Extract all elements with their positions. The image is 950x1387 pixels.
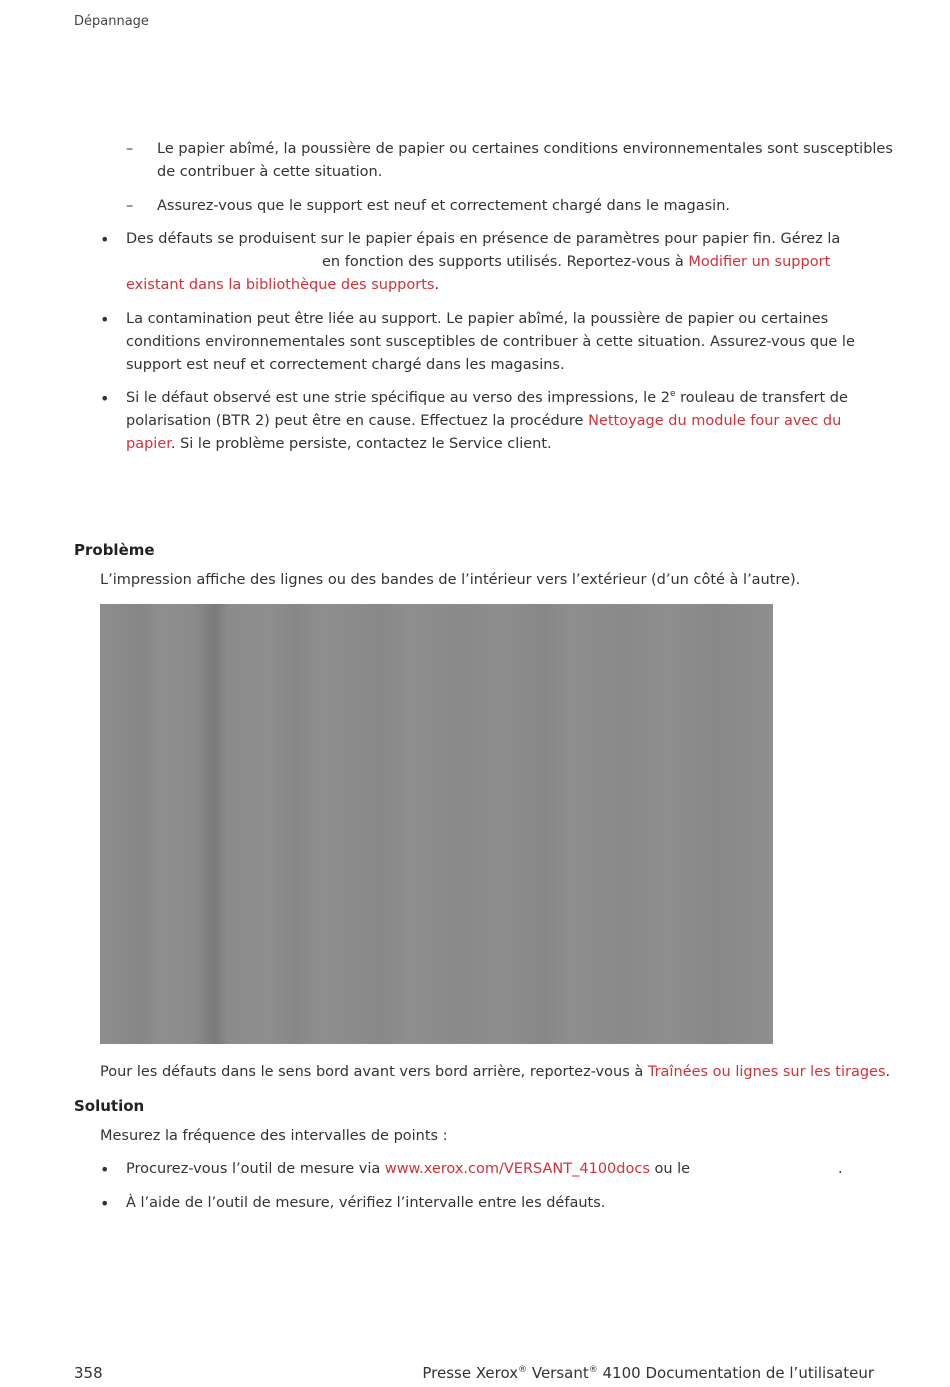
bullet-marker: • [100,389,110,408]
bullet-marker: • [100,230,110,249]
solution-item-1-end: . [838,1161,843,1177]
bullet-marker: • [100,1194,110,1213]
bullet-3-text-d: . Si le problème persiste, contactez le Service client. [170,436,552,452]
bullet-3-text-c: polarisation (BTR 2) peut être en cause. Effectuez la procédure [126,413,589,429]
solution-item-1-text: Procurez-vous l’outil de mesure via [126,1161,385,1177]
registered-mark: ® [518,1365,528,1375]
doc-title-b: Versant [527,1364,589,1382]
bullet-2-line-1: La contamination peut être liée au support. Le papier abîmé, la poussière de papier ou certaines [126,311,829,327]
bullet-1-line-3 [126,274,439,297]
xerox-docs-link[interactable]: www.xerox.com/VERSANT_4100docs [384,1161,650,1177]
registered-mark: ® [588,1365,598,1375]
solution-item-1 [126,1158,690,1181]
problem-reference [100,1061,890,1084]
modify-media-link-cont[interactable]: existant dans la bibliothèque des supports [126,277,435,293]
page-number: 358 [74,1364,103,1382]
bullet-3-line-1 [126,387,848,410]
doc-title-c: 4100 Documentation de l’utilisateur [597,1364,874,1382]
streaks-lines-link[interactable]: Traînées ou lignes sur les tirages [647,1064,886,1080]
bullet-1-line-1: Des défauts se produisent sur le papier épais en présence de paramètres pour papier fin. Gérez la [126,231,841,247]
modify-media-link[interactable]: Modifier un support [688,254,831,270]
bullet-1-period: . [434,277,440,293]
dash-marker: – [126,198,134,214]
solution-item-2: À l’aide de l’outil de mesure, vérifiez l’intervalle entre les défauts. [126,1195,606,1211]
bullet-3-text-a: Si le défaut observé est une strie spécifique au verso des impressions, le 2 [126,390,670,406]
bullet-marker: • [100,1160,110,1179]
bullet-3-line-3 [126,433,552,456]
dash-marker: – [126,141,134,157]
bullet-1-line-2 [322,251,830,274]
fuser-cleaning-link-cont[interactable]: papier [126,436,171,452]
problem-description: L’impression affiche des lignes ou des bandes de l’intérieur vers l’extérieur (d’un côté à l’autre). [100,572,801,588]
superscript-e: e [669,389,676,400]
reference-period: . [885,1064,891,1080]
bullet-2-line-2: conditions environnementales sont susceptibles de contribuer à cette situation. Assurez-vous que le [126,334,855,350]
solution-heading: Solution [74,1097,145,1115]
solution-item-1-mid: ou le [649,1161,691,1177]
sub-item-1-line-2: de contribuer à cette situation. [157,164,383,180]
bullet-2-line-3: support est neuf et correctement chargé dans les magasins. [126,357,565,373]
defect-sample-image [100,604,773,1044]
fuser-cleaning-link[interactable]: Nettoyage du module four avec du [588,413,842,429]
bullet-marker: • [100,310,110,329]
reference-text: Pour les défauts dans le sens bord avant vers bord arrière, reportez-vous à [100,1064,648,1080]
problem-heading: Problème [74,541,155,559]
document-title [422,1364,874,1382]
sub-item-2-line-1: Assurez-vous que le support est neuf et correctement chargé dans le magasin. [157,198,730,214]
bullet-3-text-b: rouleau de transfert de [675,390,848,406]
solution-intro: Mesurez la fréquence des intervalles de points : [100,1128,448,1144]
running-header: Dépannage [74,14,149,29]
bullet-3-line-2 [126,410,841,433]
sub-item-1-line-1: Le papier abîmé, la poussière de papier ou certaines conditions environnementales sont susceptibles [157,141,893,157]
doc-title-a: Presse Xerox [422,1364,519,1382]
bullet-1-text: en fonction des supports utilisés. Reportez-vous à [322,254,689,270]
